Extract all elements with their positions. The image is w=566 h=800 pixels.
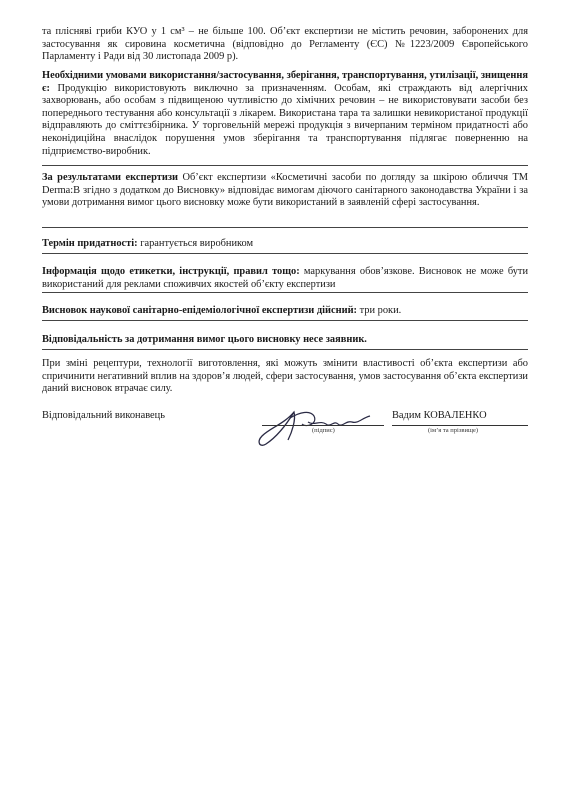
shelf-life-text: гарантується виробником <box>137 238 254 249</box>
labeling-text: маркування обов’язкове. Висновок не може бути використаний для реклами споживчих якостей об’єкту експертизи <box>42 266 529 290</box>
signature-line <box>262 425 384 426</box>
divider <box>42 227 528 228</box>
name-caption: (ім’я та прізвище) <box>428 427 478 434</box>
divider <box>42 253 528 254</box>
paragraph-microbiology-text: та плісняві гриби КУО у 1 см³ – не більше 100. Об’єкт експертизи не містить речовин, заборонених для застосування як сировина косметична (відповідно до Регламенту (ЄС) №1223/2009 Європейського Парламенту і Ради від 30 листопада 2009 р). <box>42 26 528 63</box>
paragraph-responsibility <box>42 334 528 347</box>
validity-label: Висновок наукової санітарно-епідеміологічної експертизи дійсний: <box>42 305 358 316</box>
paragraph-shelf-life <box>42 238 528 251</box>
paragraph-labeling <box>42 266 528 291</box>
labeling-label: Інформація щодо етикетки, інструкції, правил тощо: <box>42 266 300 277</box>
shelf-life-label: Термін придатності: <box>42 238 138 249</box>
paragraph-recipe-change <box>42 358 528 396</box>
paragraph-results <box>42 172 528 210</box>
conditions-text: Продукцію використовують виключно за призначенням. Особам, які страждають від алергічних захворювань, або особам з підвищеною чутливістю до хімічних речовин – не використовувати засоби без попереднього тестування або консультації з лікарем. Використана тара та залишки невикористаної продукції відправляють до сміттєзбірника. У торговельній мережі продукція з вичерпаним терміном придатності або неконідиційна внаслідок порушення умов зберігання та транспортування підлягає поверненню на підприємство-виробник. <box>42 82 528 157</box>
signer-name: Вадим КОВАЛЕНКО <box>392 410 487 421</box>
divider <box>42 165 528 166</box>
signature-caption: (підпис) <box>312 427 335 434</box>
results-text: Об’єкт експертизи «Косметичні засоби по догляду за шкірою обличчя ТМ Derma:B згідно з додатком до Висновку» відповідає вимогам діючого санітарного законодавства України і за умови дотримання вимог цього висновку може бути використаний в заявленій сфері застосування. <box>42 172 528 209</box>
paragraph-conditions <box>42 70 528 158</box>
name-line <box>392 425 528 426</box>
recipe-change-text: При зміні рецептури, технології виготовлення, які можуть змінити властивості об’єкта експертизи або спричинити негативний вплив на здоров’я людей, сфери застосування, умов застосування об’єкта експертизи даний висновок втрачає силу. <box>42 358 528 395</box>
results-label: За результатами експертизи <box>42 172 178 183</box>
responsibility-label: Відповідальність за дотримання вимог цього висновку несе заявник. <box>42 334 367 345</box>
divider <box>42 292 528 293</box>
paragraph-microbiology <box>42 26 528 64</box>
paragraph-validity <box>42 305 528 318</box>
divider <box>42 320 528 321</box>
divider <box>42 349 528 350</box>
signer-role: Відповідальний виконавець <box>42 410 165 421</box>
conditions-label: Необхідними умовами використання/застосування, зберігання, транспортування, утилізації, знищення є: <box>42 70 528 94</box>
validity-text: три роки. <box>357 305 402 316</box>
